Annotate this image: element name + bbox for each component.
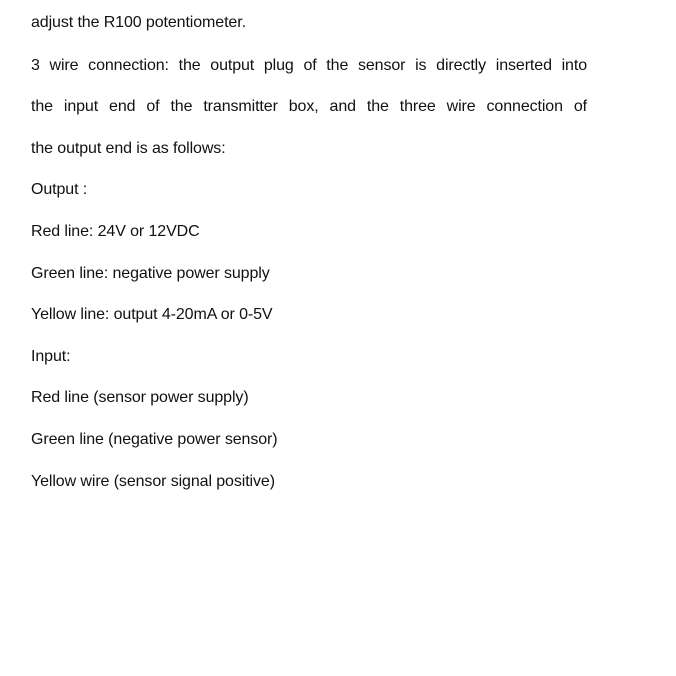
text-line-adjust-potentiometer: adjust the R100 potentiometer. [31,14,246,31]
paragraph-line-1: 3 wire connection: the output plug of the sensor is directly inserted into [31,57,587,74]
paragraph-line-2: the input end of the transmitter box, and the three wire connection of [31,98,587,115]
output-item-red-line: Red line: 24V or 12VDC [31,223,200,240]
output-item-yellow-line: Yellow line: output 4-20mA or 0-5V [31,306,273,323]
output-heading: Output : [31,181,88,198]
input-item-red-line: Red line (sensor power supply) [31,389,249,406]
input-item-yellow-wire: Yellow wire (sensor signal positive) [31,473,275,490]
output-item-green-line: Green line: negative power supply [31,265,270,282]
paragraph-line-3: the output end is as follows: [31,140,226,157]
input-heading: Input: [31,348,71,365]
input-item-green-line: Green line (negative power sensor) [31,431,278,448]
